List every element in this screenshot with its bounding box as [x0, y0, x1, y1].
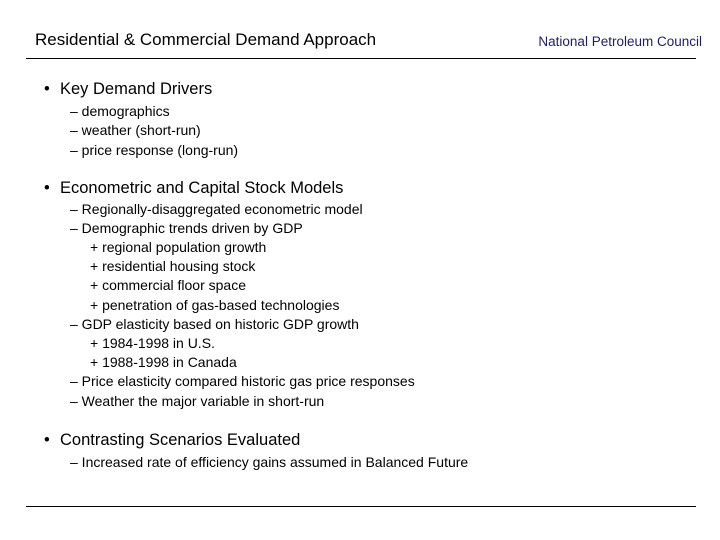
- sub-item: – weather (short-run): [70, 122, 201, 138]
- section-heading-contrasting-scenarios: [44, 431, 300, 450]
- organization-name: National Petroleum Council: [538, 34, 702, 49]
- bullet-glyph: •: [44, 179, 50, 197]
- sub-item: – Increased rate of efficiency gains assumed in Balanced Future: [70, 454, 469, 470]
- bullet-glyph: •: [44, 431, 50, 449]
- sub-item: – Demographic trends driven by GDP: [70, 220, 303, 236]
- section-heading-text: Key Demand Drivers: [60, 80, 213, 98]
- sub-sub-item: + penetration of gas-based technologies: [90, 297, 340, 313]
- sub-item: – price response (long-run): [70, 142, 239, 158]
- slide-title: Residential & Commercial Demand Approach: [35, 30, 377, 49]
- sub-item: – demographics: [70, 103, 170, 119]
- sub-sub-item: + 1984-1998 in U.S.: [90, 335, 215, 351]
- sub-item: – Regionally-disaggregated econometric model: [70, 201, 363, 217]
- sub-sub-item: + 1988-1998 in Canada: [90, 354, 237, 370]
- sub-item: – GDP elasticity based on historic GDP growth: [70, 316, 359, 332]
- bullet-glyph: •: [44, 80, 50, 98]
- footer-divider: [26, 506, 696, 507]
- sub-sub-item: + residential housing stock: [90, 258, 256, 274]
- sub-item: – Weather the major variable in short-run: [70, 393, 325, 409]
- sub-sub-item: + regional population growth: [90, 239, 267, 255]
- section-heading-econometric-models: [44, 179, 343, 198]
- section-heading-text: Contrasting Scenarios Evaluated: [60, 431, 301, 449]
- section-heading-key-demand-drivers: [44, 80, 212, 99]
- sub-sub-item: + commercial floor space: [90, 277, 247, 293]
- section-heading-text: Econometric and Capital Stock Models: [60, 179, 344, 197]
- header-divider: [26, 58, 696, 59]
- sub-item: – Price elasticity compared historic gas price responses: [70, 373, 415, 389]
